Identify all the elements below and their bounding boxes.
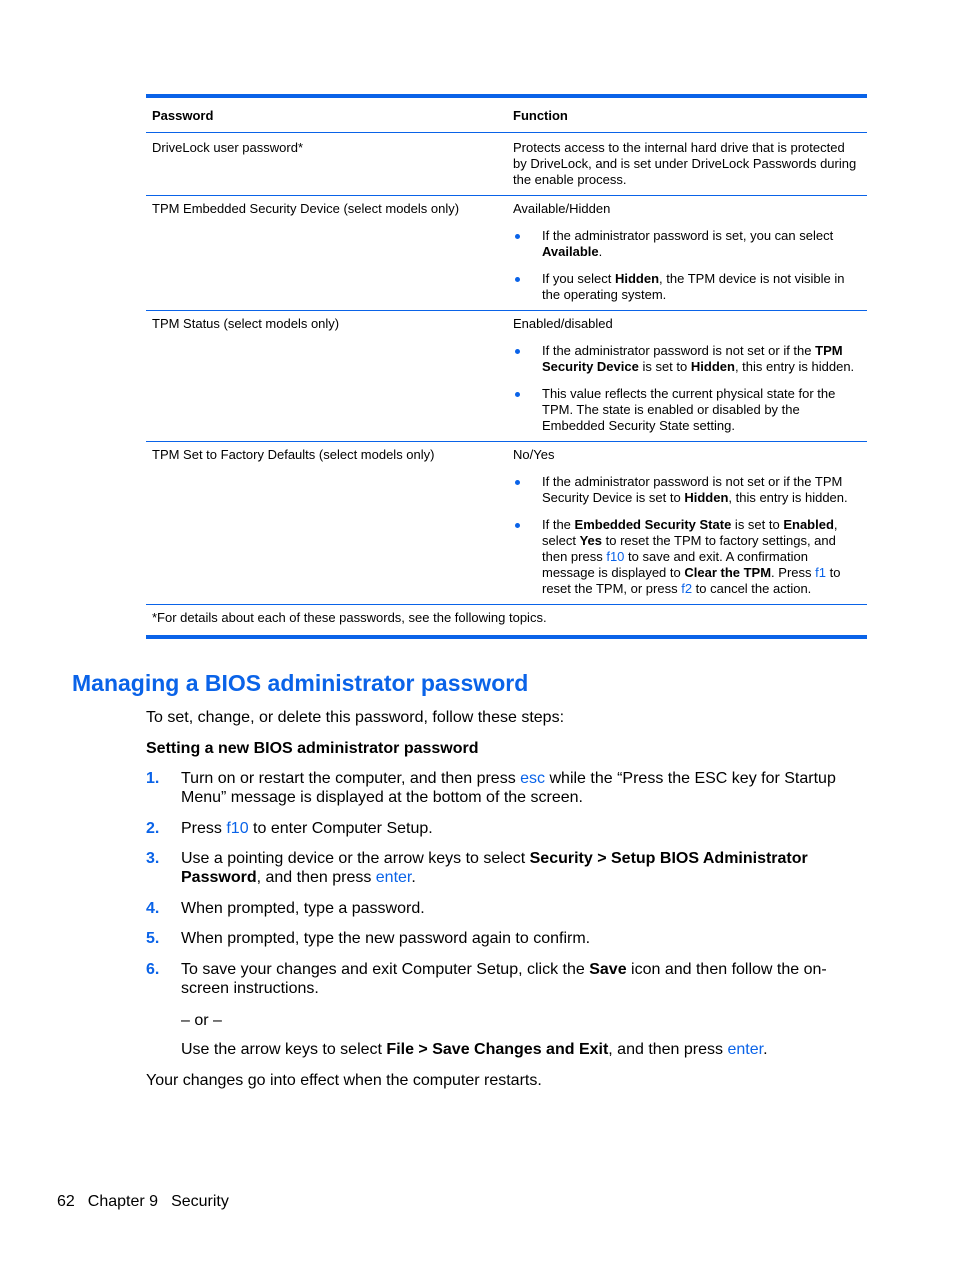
- bullet-item: If the administrator password is not set or if the TPM Security Device is set to Hidden, this entry is hidden.: [513, 343, 861, 375]
- or-separator: – or –: [181, 1012, 222, 1029]
- outro-text: Your changes go into effect when the computer restarts.: [146, 1072, 542, 1089]
- table-row: [146, 133, 867, 196]
- step-item: 4. When prompted, type a password.: [146, 900, 425, 917]
- step-item: 6. To save your changes and exit Computer Setup, click the Save icon and then follow the on-screen instructions.: [146, 961, 827, 997]
- step-item: 3. Use a pointing device or the arrow keys to select Security > Setup BIOS Administrator Password, and then press enter.: [146, 850, 808, 886]
- subheading: Setting a new BIOS administrator password: [146, 740, 479, 757]
- key-f10: f10: [606, 549, 625, 564]
- key-f2: f2: [681, 581, 693, 596]
- table-note-row: [146, 605, 867, 635]
- step-number: 2.: [146, 820, 160, 837]
- step-item: 5. When prompted, type the new password again to confirm.: [146, 930, 591, 947]
- header-function: Function: [513, 108, 568, 123]
- header-password: Password: [152, 108, 214, 123]
- table-header-row: [146, 98, 867, 133]
- bullet-item: If the Embedded Security State is set to Enabled, select Yes to reset the TPM to factory settings, and then press f10 to save and exit. A confirmation message is displayed to Clear the TPM. Press f1 to reset the TPM, or press f2 to cancel the action.: [513, 517, 861, 597]
- table-row: [146, 442, 867, 605]
- table-row: [146, 196, 867, 311]
- page-footer: [57, 1192, 242, 1211]
- step-number: 5.: [146, 930, 160, 947]
- intro-text: To set, change, or delete this password, follow these steps:: [146, 709, 565, 726]
- row-password-name: DriveLock user password*: [152, 140, 304, 155]
- row-function-lead: Available/Hidden: [513, 201, 611, 216]
- key-f1: f1: [815, 565, 826, 580]
- step-number: 3.: [146, 850, 160, 867]
- row-function-lead: No/Yes: [513, 447, 555, 462]
- table-note: *For details about each of these passwords, see the following topics.: [152, 610, 547, 625]
- step-number: 4.: [146, 900, 160, 917]
- chapter-title: Security: [171, 1193, 229, 1210]
- key-enter: enter: [375, 869, 412, 886]
- chapter-label: Chapter 9: [87, 1193, 159, 1210]
- password-table: [146, 94, 867, 639]
- bullet-item: This value reflects the current physical state for the TPM. The state is enabled or disabled by the Embedded Security State setting.: [513, 386, 861, 434]
- key-esc: esc: [520, 770, 546, 787]
- step-number: 1.: [146, 770, 160, 787]
- row-password-name: TPM Set to Factory Defaults (select models only): [152, 447, 435, 462]
- bullet-item: If you select Hidden, the TPM device is not visible in the operating system.: [513, 271, 861, 303]
- section-title: Managing a BIOS administrator password: [72, 670, 529, 696]
- alt-step: Use the arrow keys to select File > Save Changes and Exit, and then press enter.: [181, 1041, 768, 1058]
- page-number: 62: [57, 1193, 75, 1210]
- step-item: 2. Press f10 to enter Computer Setup.: [146, 820, 433, 837]
- key-f10: f10: [226, 820, 249, 837]
- row-function-lead: Enabled/disabled: [513, 316, 613, 331]
- table-row: [146, 311, 867, 442]
- key-enter: enter: [727, 1041, 764, 1058]
- row-function-desc: Protects access to the internal hard drive that is protected by DriveLock, and is set under DriveLock Passwords during the enable process.: [513, 140, 857, 187]
- bullet-item: If the administrator password is not set or if the TPM Security Device is set to Hidden, this entry is hidden.: [513, 474, 861, 506]
- step-item: 1. Turn on or restart the computer, and then press esc while the “Press the ESC key for Startup Menu” message is displayed at the bottom of the screen.: [146, 770, 836, 806]
- row-password-name: TPM Embedded Security Device (select models only): [152, 201, 460, 216]
- bullet-item: If the administrator password is set, you can select Available.: [513, 228, 861, 260]
- row-password-name: TPM Status (select models only): [152, 316, 340, 331]
- step-number: 6.: [146, 961, 160, 978]
